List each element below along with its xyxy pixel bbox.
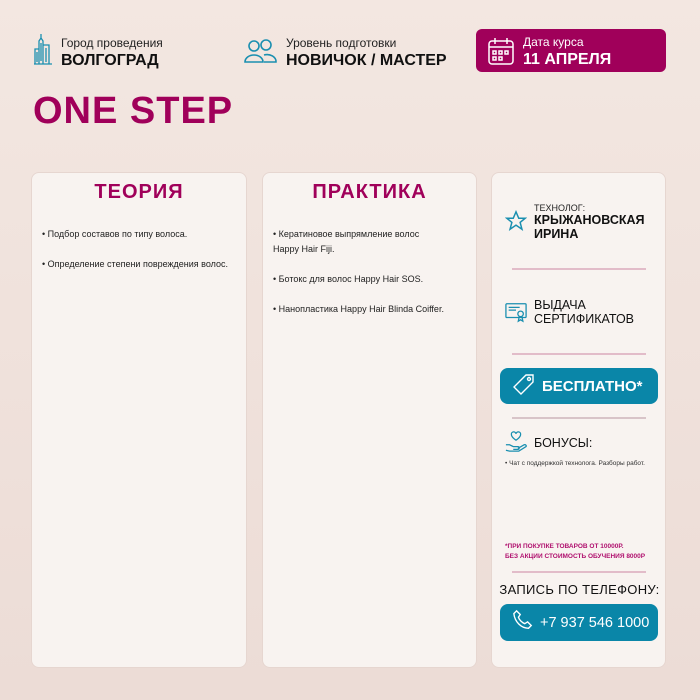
divider — [512, 417, 646, 419]
city-value: ВОЛГОГРАД — [61, 52, 159, 69]
list-item: • Подбор составов по типу волоса. — [42, 229, 188, 239]
phone-button[interactable] — [500, 604, 658, 641]
bonus-title: БОНУСЫ: — [534, 436, 593, 450]
price-button[interactable] — [500, 368, 658, 404]
technologist-name: КРЫЖАНОВСКАЯ ИРИНА — [534, 213, 645, 241]
calendar-icon — [488, 37, 514, 70]
bonus-text: • Чат с поддержкой технолога. Разборы работ. — [505, 460, 645, 467]
city-label: Город проведения — [61, 36, 163, 50]
divider — [512, 571, 646, 573]
date-value: 11 АПРЕЛЯ — [523, 51, 612, 68]
phone-label: ЗАПИСЬ ПО ТЕЛЕФОНУ: — [499, 582, 660, 597]
promo-note: *ПРИ ПОКУПКЕ ТОВАРОВ ОТ 10000Р. — [505, 543, 624, 550]
phone-icon — [512, 609, 534, 636]
date-label: Дата курса — [523, 35, 584, 49]
info-card — [491, 172, 666, 668]
users-icon — [244, 38, 278, 69]
date-box — [476, 29, 666, 72]
divider — [512, 353, 646, 355]
city-block — [61, 36, 163, 70]
theory-title: ТЕОРИЯ — [94, 181, 184, 203]
technologist-label: ТЕХНОЛОГ: — [534, 203, 586, 213]
divider — [512, 268, 646, 270]
heart-hand-icon — [505, 431, 527, 458]
certificate-text: ВЫДАЧА СЕРТИФИКАТОВ — [534, 298, 635, 326]
list-item: • Нанопластика Happy Hair Blinda Coiffer. — [273, 304, 444, 314]
certificate-icon — [505, 301, 527, 328]
list-item: • Кератиновое выпрямление волос Happy Hair Fiji. — [273, 229, 420, 254]
list-item: • Ботокс для волос Happy Hair SOS. — [273, 274, 424, 284]
practice-card — [262, 172, 477, 668]
promo-note-2: БЕЗ АКЦИИ СТОИМОСТЬ ОБУЧЕНИЯ 8000Р — [505, 553, 646, 560]
level-value: НОВИЧОК / МАСТЕР — [286, 52, 447, 69]
list-item: • Определение степени повреждения волос. — [42, 259, 229, 269]
price-label: БЕСПЛАТНО* — [542, 377, 643, 395]
tag-icon — [512, 372, 536, 401]
level-label: Уровень подготовки — [286, 36, 397, 50]
practice-title: ПРАКТИКА — [312, 181, 427, 203]
phone-number: +7 937 546 1000 — [540, 614, 650, 631]
page-title: ONE STEP — [33, 90, 234, 132]
city-icon — [33, 33, 53, 70]
star-icon — [505, 210, 527, 237]
level-block — [286, 36, 447, 70]
theory-card — [31, 172, 247, 668]
